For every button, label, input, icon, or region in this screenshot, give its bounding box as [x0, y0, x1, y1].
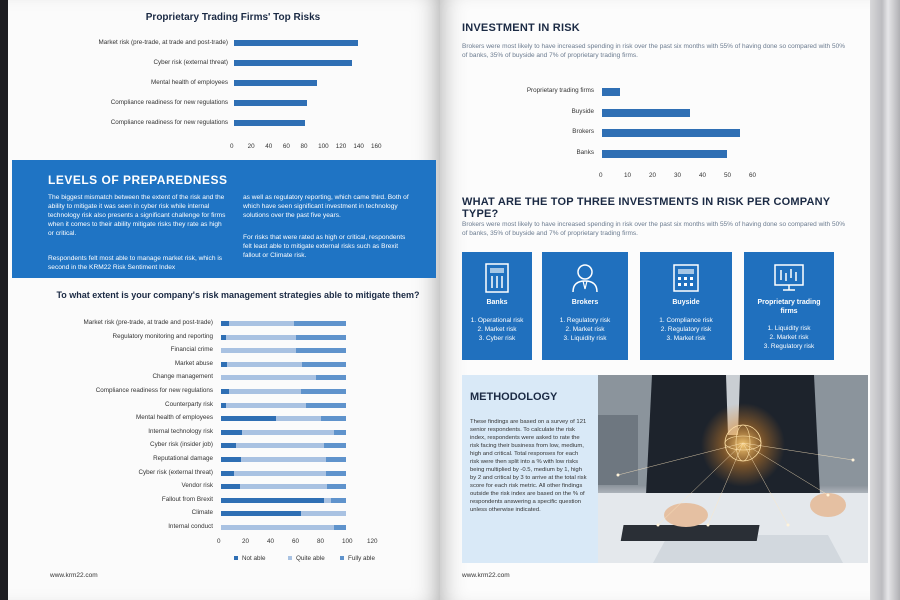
data-bar	[234, 60, 352, 66]
category-label: Financial crime	[170, 346, 213, 354]
top-three-title: WHAT ARE THE TOP THREE INVESTMENTS IN RISK PER COMPANY TYPE?	[462, 196, 831, 220]
category-label: Compliance readiness for new regulations	[110, 99, 228, 106]
data-bar	[602, 88, 620, 96]
x-tick-label: 80	[317, 538, 325, 545]
card-item: 1. Liquidity risk	[767, 325, 811, 332]
category-label: Buyside	[571, 107, 594, 115]
stacked-segment	[221, 457, 241, 462]
x-tick-label: 120	[367, 538, 378, 545]
stacked-segment	[221, 375, 316, 380]
category-label: Compliance readiness for new regulations	[110, 119, 228, 126]
methodology-title: METHODOLOGY	[470, 391, 558, 403]
top-risks-chart-title: Proprietary Trading Firms' Top Risks	[145, 12, 321, 23]
category-label: Market risk (pre-trade, at trade and post-trade)	[83, 319, 213, 326]
data-bar	[602, 150, 727, 158]
stacked-segment	[306, 403, 346, 408]
stacked-segment	[316, 375, 346, 380]
stacked-segment	[326, 471, 346, 476]
category-label: Cyber risk (external threat)	[138, 468, 213, 476]
stacked-segment	[301, 389, 346, 394]
preparedness-col2-p2: For risks that were rated as high or critical, respondents felt least able to mitigate external risks such as Brexit fallout or Climate risk.	[243, 234, 406, 259]
person-icon	[570, 262, 600, 294]
category-label: Regulatory monitoring and reporting	[112, 332, 213, 340]
stacked-segment	[227, 362, 302, 367]
card-item: 1. Compliance risk	[659, 317, 713, 324]
card-title: Buyside	[672, 299, 700, 306]
card-brokers	[542, 252, 628, 360]
category-label: Reputational damage	[153, 455, 213, 462]
stacked-segment	[294, 321, 347, 326]
stacked-segment	[326, 457, 346, 462]
left-page	[8, 0, 440, 600]
stacked-segment	[324, 498, 332, 503]
stacked-segment	[321, 416, 346, 421]
x-tick-label: 0	[230, 143, 234, 150]
x-tick-label: 100	[342, 538, 353, 545]
stacked-segment	[331, 498, 346, 503]
stacked-segment	[240, 484, 328, 489]
card-item: 2. Regulatory risk	[660, 326, 712, 333]
legend-quite-able: Quite able	[288, 555, 325, 562]
card-banks	[462, 252, 532, 360]
stacked-segment	[226, 335, 296, 340]
x-tick-label: 40	[699, 172, 707, 179]
stacked-segment	[226, 403, 306, 408]
business-tablet-photo	[598, 375, 868, 563]
category-label: Market risk (pre-trade, at trade and post-trade)	[98, 39, 228, 46]
stacked-segment	[221, 484, 240, 489]
stacked-segment	[229, 389, 302, 394]
category-label: Compliance readiness for new regulations	[95, 387, 213, 394]
x-tick-label: 80	[300, 143, 308, 150]
x-tick-label: 0	[599, 172, 603, 179]
data-bar	[234, 40, 358, 46]
x-tick-label: 10	[624, 172, 632, 179]
card-item: 2. Market risk	[769, 334, 809, 341]
category-label: Cyber risk (insider job)	[150, 441, 213, 449]
legend-fully-able: Fully able	[340, 555, 375, 562]
x-tick-label: 160	[371, 143, 382, 150]
x-tick-label: 40	[265, 143, 273, 150]
investment-text: Brokers were most likely to have increased spending in risk over the past six months with 55% of having done so compared with 50% of banks, 35% of buyside and 7% of proprietary trading firms.	[462, 43, 845, 59]
data-bar	[234, 100, 307, 106]
stacked-segment	[221, 430, 242, 435]
category-label: Market abuse	[174, 359, 213, 367]
category-label: Fallout from Brexit	[161, 495, 213, 503]
top-three-text: Brokers were most likely to have increased spending in risk over the past six months with 55% of having done so compared with 50% of banks, 35% of buyside and 7% of proprietary trading firms.	[462, 221, 845, 237]
category-label: Climate	[191, 509, 213, 517]
footer-url-right: www.krm22.com	[462, 572, 510, 579]
stacked-segment	[296, 335, 346, 340]
investment-title: INVESTMENT IN RISK	[462, 22, 580, 34]
stacked-segment	[229, 321, 294, 326]
page-edge	[870, 0, 900, 600]
stacked-segment	[221, 389, 229, 394]
category-label: Internal technology risk	[148, 427, 213, 435]
x-tick-label: 60	[282, 143, 290, 150]
stacked-segment	[302, 362, 346, 367]
stacked-segment	[221, 416, 276, 421]
card-item: 3. Liquidity risk	[563, 335, 607, 342]
stacked-segment	[242, 430, 333, 435]
x-tick-label: 120	[335, 143, 347, 150]
stacked-segment	[221, 498, 324, 503]
stacked-segment	[276, 416, 321, 421]
stacked-segment	[296, 348, 346, 353]
stacked-segment	[221, 348, 296, 353]
data-bar	[234, 80, 317, 86]
card-title: Brokers	[571, 299, 599, 306]
x-tick-label: 50	[724, 172, 732, 179]
x-tick-label: 0	[217, 538, 221, 545]
mitigation-chart-title: To what extent is your company's risk management strategies able to mitigate them?	[56, 290, 420, 300]
card-title: Proprietary trading firms	[757, 299, 821, 315]
preparedness-title: LEVELS OF PREPAREDNESS	[48, 173, 228, 187]
category-label: Banks	[576, 148, 594, 156]
chart-screen-icon	[773, 262, 805, 292]
stacked-segment	[327, 484, 346, 489]
category-label: Mental health of employees	[135, 414, 213, 422]
stacked-segment	[334, 430, 347, 435]
x-tick-label: 30	[674, 172, 682, 179]
stacked-segment	[221, 525, 334, 530]
card-item: 2. Market risk	[565, 326, 605, 333]
category-label: Brokers	[572, 128, 594, 135]
methodology-text: These findings are based on a survey of 121 senior respondents. To calculate the risk index, respondents were asked to rate the risk facing their business from low, medium, high and critical. Total responses for each risk were then split into a % with low risks being multiplied by -0.5, medium by 1, high by 2 and critical by 3 to arrive at the total risk score for each risk metric. All other findings outside the risk index are based on the % of respondents answering a specific question unless otherwise indicated.	[470, 419, 587, 513]
card-item: 3. Regulatory risk	[763, 343, 815, 350]
stacked-segment	[221, 443, 236, 448]
x-tick-label: 40	[267, 538, 275, 545]
stacked-segment	[241, 457, 326, 462]
x-tick-label: 20	[247, 143, 255, 150]
card-proprietary-trading-firms	[744, 252, 834, 360]
x-tick-label: 140	[353, 143, 364, 150]
legend-not-able: Not able	[234, 555, 265, 562]
stacked-segment	[234, 471, 327, 476]
calculator-icon	[671, 262, 701, 294]
stacked-segment	[301, 511, 346, 516]
x-tick-label: 60	[749, 172, 757, 179]
data-bar	[234, 120, 305, 126]
card-buyside	[640, 252, 732, 360]
card-item: 2. Market risk	[477, 326, 517, 333]
category-label: Counterparty risk	[165, 400, 213, 408]
category-label: Change management	[152, 373, 213, 381]
x-tick-label: 60	[292, 538, 300, 545]
card-item: 3. Cyber risk	[478, 335, 516, 342]
preparedness-col1-p1: The biggest mismatch between the extent of the risk and the ability to mitigate it was seen in cyber risk while internal technology risk also presents a significant challenge for firms when it comes to their ability mitigate risks they rate as high or critical.	[48, 194, 226, 237]
card-title: Banks	[486, 299, 508, 306]
card-item: 1. Regulatory risk	[559, 317, 611, 324]
preparedness-col2-p1: as well as regulatory reporting, which came third. Both of which have seen significant investment in technology solutions over the past five years.	[243, 194, 409, 219]
category-label: Internal conduct	[168, 523, 213, 530]
category-label: Mental health of employees	[150, 79, 228, 86]
x-tick-label: 20	[242, 538, 250, 545]
stacked-segment	[236, 443, 324, 448]
x-tick-label: 100	[318, 143, 329, 150]
category-label: Proprietary trading firms	[526, 87, 594, 94]
data-bar	[602, 129, 740, 137]
stacked-segment	[334, 525, 347, 530]
stacked-segment	[324, 443, 347, 448]
data-bar	[602, 109, 690, 117]
card-item: 3. Market risk	[666, 335, 706, 342]
category-label: Cyber risk (external threat)	[153, 59, 228, 66]
card-item: 1. Operational risk	[470, 317, 524, 324]
footer-url-left: www.krm22.com	[50, 572, 98, 579]
x-tick-label: 20	[649, 172, 657, 179]
stacked-segment	[221, 471, 234, 476]
preparedness-col1-p2: Respondents felt most able to manage market risk, which is second in the KRM22 Risk Sentiment Index	[48, 255, 223, 271]
bank-icon	[484, 262, 510, 294]
category-label: Vendor risk	[181, 482, 213, 490]
stacked-segment	[221, 511, 301, 516]
stacked-segment	[221, 321, 229, 326]
